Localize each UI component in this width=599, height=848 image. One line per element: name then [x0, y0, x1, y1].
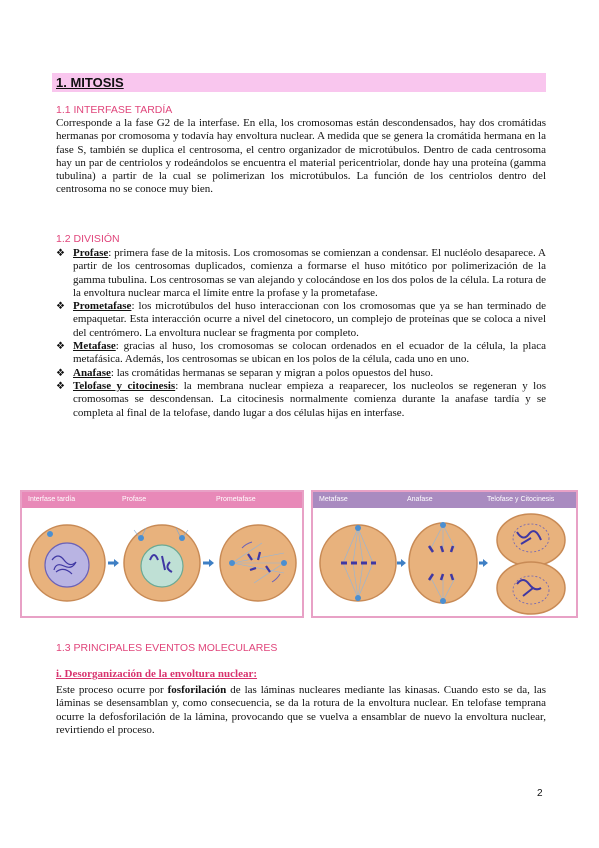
page-number: 2: [537, 788, 543, 799]
subsection-title-interfase: 1.1 INTERFASE TARDÍA: [56, 104, 173, 116]
list-item-metafase: ❖ Metafase: gracias al huso, los cromosomas se colocan ordenados en el ecuador de la célula, la placa metafásica. Además, los centrosomas se ubican en los polos de la célula, cada uno en uno.: [56, 340, 546, 366]
subheading-envoltura: i. Desorganización de la envoltura nuclear:: [56, 668, 258, 680]
stage-label-anafase: Anafase: [401, 492, 481, 508]
stage-label-prometafase: Prometafase: [210, 492, 302, 508]
mitosis-figure-left: [20, 490, 304, 618]
diamond-bullet-icon: ❖: [56, 341, 65, 353]
left-cells-illustration: [22, 508, 302, 616]
stage-label-metafase: Metafase: [313, 492, 401, 508]
envoltura-paragraph: Este proceso ocurre por fosforilación de las láminas nucleares mediante las kinasas. Cuando esto se da, las láminas se desensamblan y, como consecuencia, se da la rotura de la envoltura nuclear. En telofase temprana ocurre la defosforilación de la lámina, provocando que se vuelva a ensamblar de nuevo la envoltura nuclear, revirtiendo el proceso.: [56, 684, 546, 736]
list-item-profase: ❖ Profase: primera fase de la mitosis. Los cromosomas se comienzan a condensar. El nucléolo desaparece. A partir de los centrosomas duplicados, comienza a formarse el huso mitótico por polimerización de la gamma tubulina. Los centrosomas se van alejando y colocándose en los dos polos de la célula. La rotura de la envoltura nuclear marca el límite entre la profase y la prometafase.: [56, 247, 546, 299]
section-heading: 1. MITOSIS: [52, 73, 546, 92]
list-item-prometafase: ❖ Prometafase: los microtúbulos del huso interaccionan con los cromosomas que ya se han terminado de empaquetar. Esta interacción ocurre a nivel del cinetocoro, un complejo de proteínas que se coloca a nivel del centrómero. La envoltura nuclear se fragmenta por completo.: [56, 300, 546, 339]
stage-label-profase: Profase: [116, 492, 210, 508]
division-list: [56, 247, 546, 420]
list-item-telofase: ❖ Telofase y citocinesis: la membrana nuclear empieza a reaparecer, los nucleolos se regeneran y los cromosomas se descondensan. La citocinesis normalmente comienza durante la anafase tardía y se completa al final de la telofase, dando lugar a dos células hijas en interfase.: [56, 379, 547, 419]
subsection-title-division: 1.2 DIVISIÓN: [56, 233, 120, 245]
diamond-bullet-icon: ❖: [56, 380, 65, 392]
subsection-title-eventos: 1.3 PRINCIPALES EVENTOS MOLECULARES: [56, 642, 278, 654]
stage-label-interfase: Interfase tardía: [22, 492, 116, 508]
diamond-bullet-icon: ❖: [56, 248, 65, 259]
interfase-paragraph: Corresponde a la fase G2 de la interfase. En ella, los cromosomas están descondensados, hay dos cromátidas hermanas por cromosoma y todavía hay envoltura nuclear. A medida que se genera la cromátida hermana en la fase S, también se duplica el centrosoma, el centro organizador de microtúbulos. Dentro de cada centrosoma hay un par de centriolos y rodeándolos se encuentra el material pericentriolar, donde hay una proteína (gamma tubulina) a partir de la cual se polimerizan los microtúbulos. La función de los centriolos dentro del centrosoma no se conoce muy bien.: [56, 117, 546, 196]
diamond-bullet-icon: ❖: [56, 301, 65, 313]
mitosis-figure-right: [311, 490, 578, 618]
stage-label-telofase: Telofase y Citocinesis: [481, 492, 576, 508]
list-item-anafase: ❖ Anafase: las cromátidas hermanas se separan y migran a polos opuestos del huso.: [56, 366, 434, 379]
diamond-bullet-icon: ❖: [56, 367, 65, 379]
right-cells-illustration: [313, 508, 576, 616]
